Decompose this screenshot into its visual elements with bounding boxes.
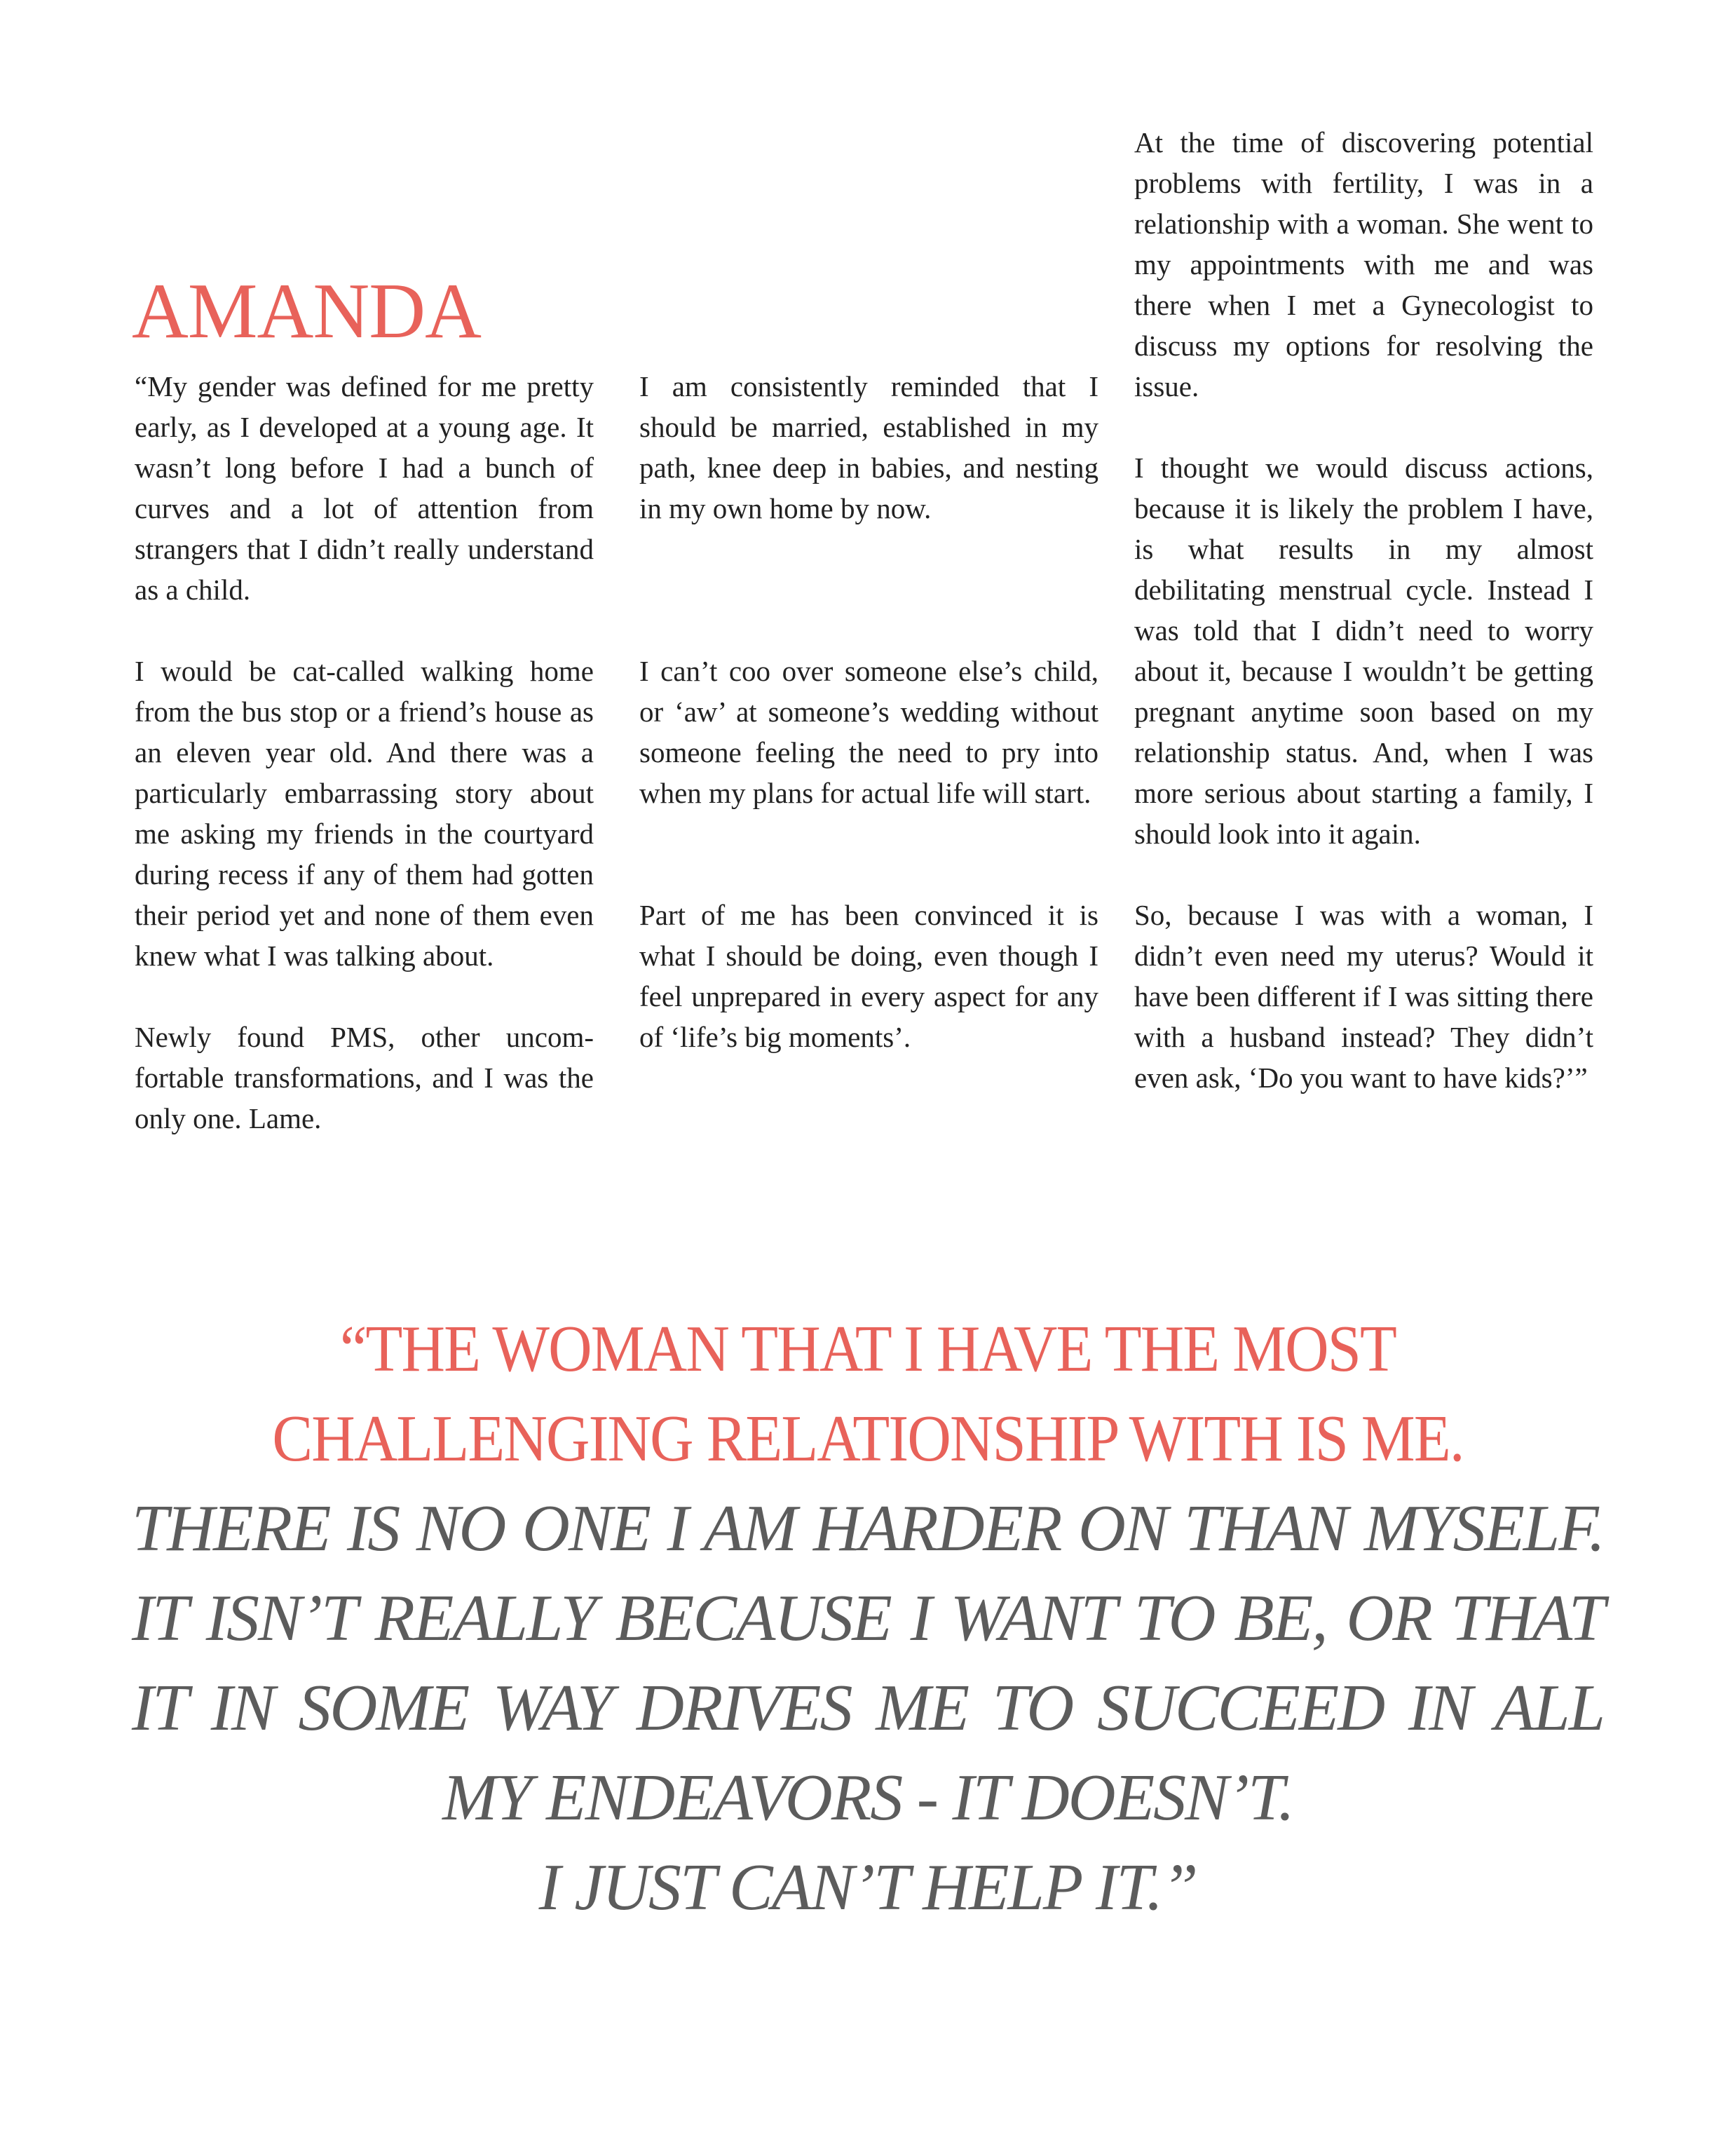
paragraph: I thought we would discuss actions, because it is likely the problem I have, is what results in my almost debilitating menstrual cycle. Instead I was told that I didn’t need to worry about it, because I wouldn’t be getting pregnant anytime soon based on my relationship status. And, when I was more serious about starting a family, I should look into it again. <box>1134 452 1593 850</box>
paragraph: “My gender was defined for me pretty early, as I developed at a young age. It wasn’t long before I had a bunch of curves and a lot of attention from strangers that I didn’t really understand as a child. <box>135 370 594 606</box>
text-column-3 <box>1134 122 1593 1098</box>
article-heading: AMANDA <box>132 268 481 355</box>
paragraph: I am consistently reminded that I should be married, established in my path, knee deep in babies, and nesting in my own home by now. <box>639 370 1098 524</box>
paragraph: I would be cat-called walking home from the bus stop or a friend’s house as an eleven year old. And there was a particularly embarrassing story about me asking my friends in the courtyard during recess if any of them had gotten their period yet and none of them even knew what I was talking about. <box>135 655 594 972</box>
pull-quote-text: THERE IS NO ONE I AM HARDER ON THAN MYSELF. IT ISN’T REALLY BECAUSE I WANT TO BE, OR THAT IT IN SOME WAY DRIVES ME TO SUCCEED IN ALL MY ENDEAVORS - IT DOESN’T. <box>132 1492 1604 1834</box>
pull-quote-accent <box>191 1304 1545 1484</box>
paragraph: Part of me has been convinced it is what I should be doing, even though I feel unprepared in every aspect for any of ‘life’s big moments’. <box>639 899 1098 1053</box>
pull-quote-body <box>132 1484 1604 1932</box>
pull-quote-line: CHALLENGING RELATIONSHIP WITH IS ME. <box>272 1402 1464 1475</box>
pull-quote-closing: I JUST CAN’T HELP IT.” <box>538 1851 1197 1924</box>
text-column-1 <box>135 366 594 1139</box>
text-column-2 <box>639 366 1098 1057</box>
paragraph: At the time of discovering potential problems with fertility, I was in a relationship with a woman. She went to my appointments with me and was there when I met a Gynecologist to discuss my options for resolving the issue. <box>1134 126 1593 402</box>
paragraph: I can’t coo over someone else’s child, or ‘aw’ at someone’s wedding without someone feeling the need to pry into when my plans for actual life will start. <box>639 655 1098 809</box>
pull-quote-line: “THE WOMAN THAT I HAVE THE MOST <box>340 1313 1396 1385</box>
paragraph: Newly found PMS, other uncomfortable transformations, and I was the only one. Lame. <box>135 1021 594 1134</box>
paragraph: So, because I was with a woman, I didn’t even need my uterus? Would it have been different if I was sitting there with a husband instead? They didn’t even ask, ‘Do you want to have kids?’” <box>1134 899 1593 1094</box>
